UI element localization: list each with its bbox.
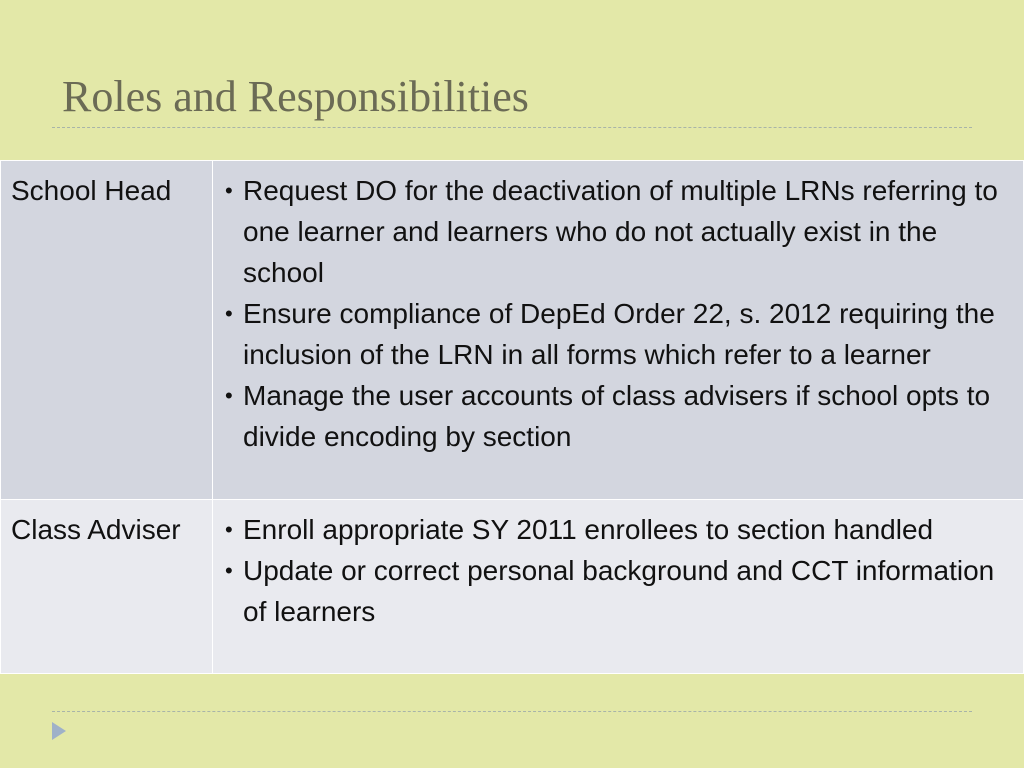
roles-table (0, 160, 1024, 674)
task-text: Request DO for the deactivation of multiple LRNs referring to one learner and learners who do not actually exist in the school (243, 175, 998, 288)
task-text: Manage the user accounts of class advisers if school opts to divide encoding by section (243, 380, 991, 452)
play-triangle-icon (52, 722, 66, 740)
tasks-cell (213, 500, 1024, 674)
task-text: Update or correct personal background and CCT information of learners (243, 555, 995, 627)
list-item (225, 550, 1015, 632)
task-list (225, 170, 1015, 457)
tasks-cell (213, 161, 1024, 500)
title-divider (52, 127, 972, 128)
list-item (225, 375, 1015, 457)
role-cell: School Head (1, 161, 213, 500)
bullet-dot-icon: • (225, 558, 233, 583)
task-text: Enroll appropriate SY 2011 enrollees to section handled (243, 514, 934, 545)
role-cell: Class Adviser (1, 500, 213, 674)
list-item (225, 170, 1015, 293)
table-row (1, 500, 1024, 674)
bullet-dot-icon: • (225, 301, 233, 326)
bullet-dot-icon: • (225, 383, 233, 408)
list-item (225, 509, 1015, 550)
task-list (225, 509, 1015, 632)
table-row (1, 161, 1024, 500)
bullet-dot-icon: • (225, 517, 233, 542)
task-text: Ensure compliance of DepEd Order 22, s. 2012 requiring the inclusion of the LRN in all forms which refer to a learner (243, 298, 995, 370)
slide-title: Roles and Responsibilities (62, 72, 529, 121)
bullet-dot-icon: • (225, 178, 233, 203)
list-item (225, 293, 1015, 375)
footer-divider (52, 711, 972, 712)
